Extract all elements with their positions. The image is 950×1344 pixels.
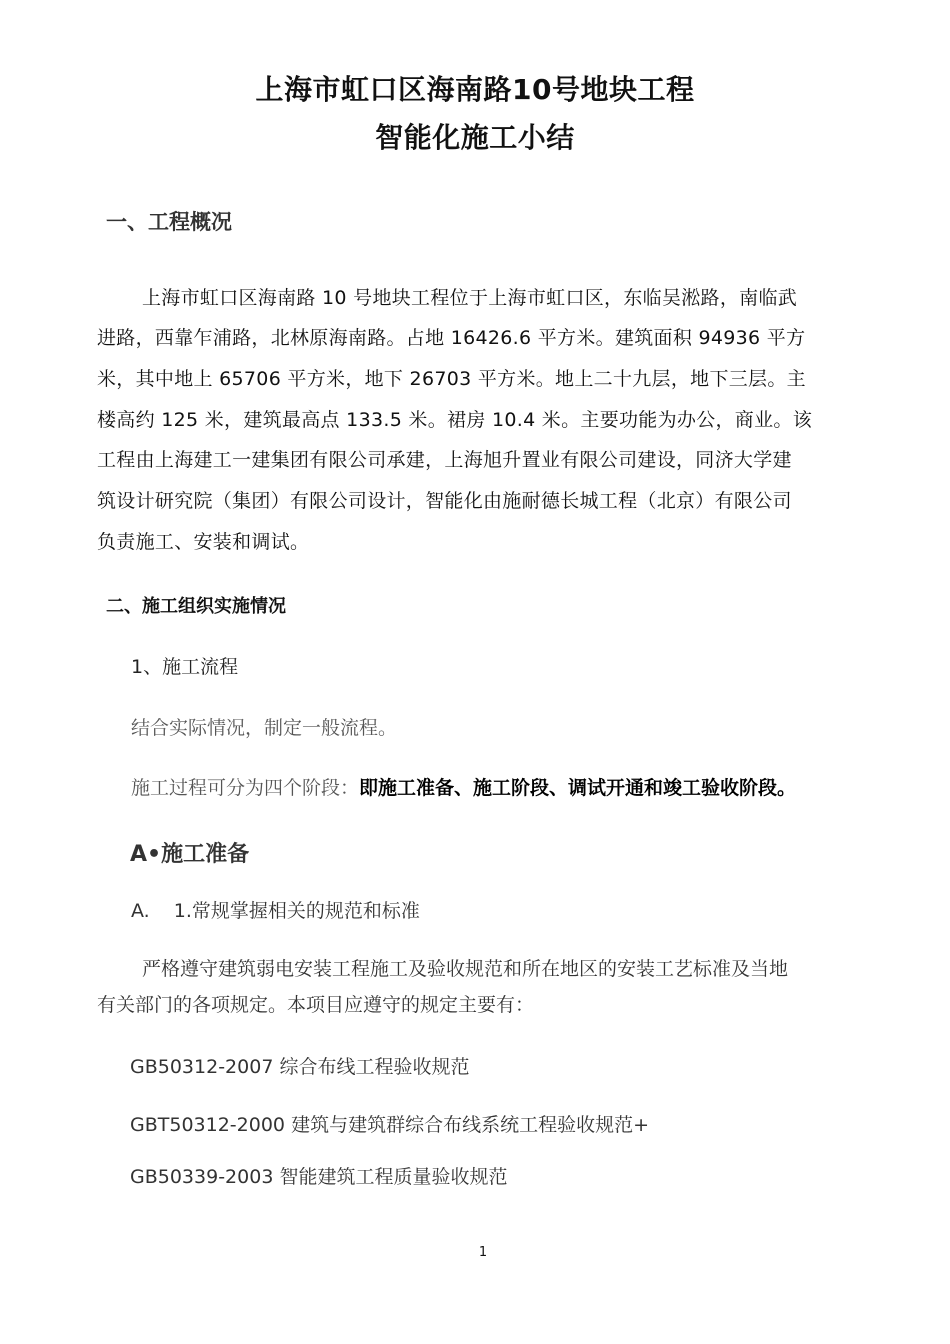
flow-intro: 结合实际情况，制定一般流程。 bbox=[131, 717, 398, 739]
standard-code: GBT50312-2000 bbox=[130, 1114, 286, 1136]
paragraph-line: 有关部门的各项规定。本项目应遵守的规定主要有： bbox=[97, 994, 535, 1016]
standard-name: 综合布线工程验收规范 bbox=[279, 1056, 470, 1078]
section2-heading: 二、施工组织实施情况 bbox=[106, 596, 286, 617]
subsection-heading: 1、施工流程 bbox=[131, 656, 239, 678]
stages-bold: 即施工准备、施工阶段、调试开通和竣工验收阶段。 bbox=[359, 777, 797, 799]
document-title-line2: 智能化施工小结 bbox=[375, 121, 575, 154]
list-item-text: 1.常规掌握相关的规范和标准 bbox=[173, 900, 420, 922]
paragraph-line: 进路，西靠乍浦路，北林原海南路。占地 16426.6 平方米。建筑面积 94936 平方 bbox=[97, 327, 806, 349]
standard-item bbox=[130, 1110, 649, 1137]
part-a-item bbox=[131, 896, 420, 923]
paragraph-line: 筑设计研究院（集团）有限公司设计，智能化由施耐德长城工程（北京）有限公司 bbox=[97, 490, 792, 512]
standard-item bbox=[130, 1052, 469, 1079]
paragraph-line: 上海市虹口区海南路 10 号地块工程位于上海市虹口区，东临吴淞路，南临武 bbox=[142, 287, 798, 309]
standard-item bbox=[130, 1162, 507, 1189]
paragraph-line: 楼高约 125 米，建筑最高点 133.5 米。裙房 10.4 米。主要功能为办公，商业。该 bbox=[97, 409, 813, 431]
paragraph-line: 负责施工、安装和调试。 bbox=[97, 531, 310, 553]
part-a-heading: A•施工准备 bbox=[130, 842, 250, 867]
paragraph-line: 工程由上海建工一建集团有限公司承建，上海旭升置业有限公司建设，同济大学建 bbox=[97, 449, 792, 471]
list-marker: A. bbox=[131, 900, 150, 922]
document-title-line1: 上海市虹口区海南路10号地块工程 bbox=[255, 73, 695, 106]
standard-name: 智能建筑工程质量验收规范 bbox=[279, 1166, 508, 1188]
section1-heading: 一、工程概况 bbox=[106, 210, 232, 234]
standard-code: GB50339-2003 bbox=[130, 1166, 274, 1188]
page-number: 1 bbox=[478, 1245, 488, 1260]
stages-prefix: 施工过程可分为四个阶段： bbox=[131, 777, 360, 799]
stages-line bbox=[131, 773, 796, 800]
paragraph-line: 米，其中地上 65706 平方米，地下 26703 平方米。地上二十九层，地下三层。主 bbox=[97, 368, 806, 390]
standard-code: GB50312-2007 bbox=[130, 1056, 274, 1078]
paragraph-line: 严格遵守建筑弱电安装工程施工及验收规范和所在地区的安装工艺标准及当地 bbox=[142, 958, 789, 980]
standard-name: 建筑与建筑群综合布线系统工程验收规范+ bbox=[291, 1114, 649, 1136]
